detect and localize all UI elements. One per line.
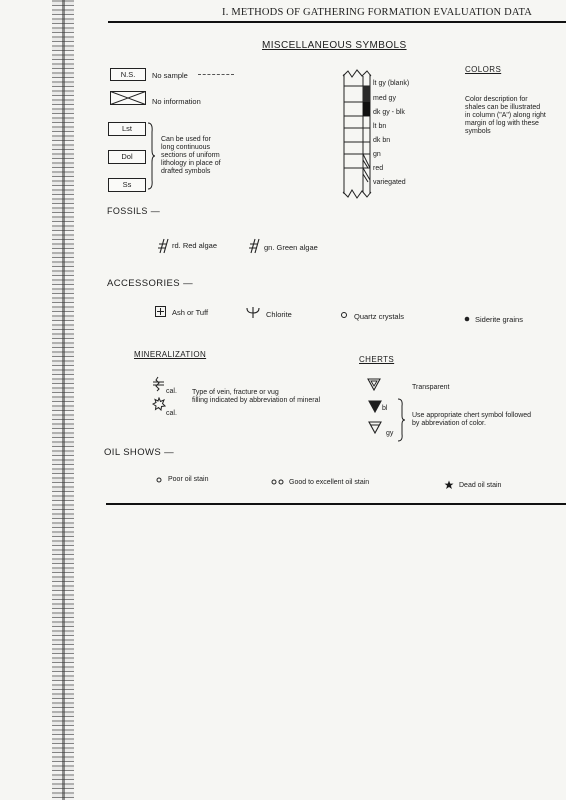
- chert-note-1: Use appropriate chert symbol followed: [412, 412, 532, 419]
- oil-shows-title: OIL SHOWS —: [104, 447, 175, 458]
- poor-oil-stain-label: Poor oil stain: [168, 476, 209, 483]
- good-oil-stain-icon: [270, 478, 286, 486]
- colors-note-5: symbols: [465, 128, 491, 135]
- red-algae-icon: [157, 238, 171, 254]
- lithology-note-4: lithology in place of: [161, 160, 221, 167]
- dead-oil-stain-icon: [444, 480, 454, 490]
- mineralization-note-1: Type of vein, fracture or vug: [192, 389, 279, 396]
- color-entry-4: lt bn: [373, 123, 387, 130]
- color-entry-8: variegated: [373, 179, 406, 186]
- chlorite-label: Chlorite: [266, 310, 292, 319]
- header-rule: [108, 21, 566, 23]
- no-sample-label: No sample: [152, 71, 188, 80]
- lithology-box-dol: [108, 150, 146, 164]
- color-entry-1: lt gy (blank): [373, 80, 410, 87]
- chert-note-2: by abbreviation of color.: [412, 420, 486, 427]
- vein-abbreviation: cal.: [166, 388, 177, 395]
- lithology-box-lst: [108, 122, 146, 136]
- green-algae-label: gn. Green algae: [264, 243, 318, 252]
- color-entry-6: gn: [373, 151, 381, 158]
- lithology-note-2: long continuous: [161, 144, 211, 151]
- page-binding-line: [62, 0, 65, 800]
- misc-title: MISCELLANEOUS SYMBOLS: [262, 40, 407, 51]
- accessories-title: ACCESSORIES —: [107, 278, 193, 289]
- bottom-rule: [106, 503, 566, 505]
- colors-note-4: margin of log with these: [465, 120, 539, 127]
- lithology-box-dol-label: Dol: [121, 152, 133, 161]
- green-algae-icon: [248, 238, 262, 254]
- ash-tuff-icon: [155, 306, 166, 317]
- colors-note-2: shales can be illustrated: [465, 104, 541, 111]
- chert-transparent-icon: [367, 378, 381, 391]
- color-entry-3: dk gy - blk: [373, 109, 405, 116]
- chert-gray-icon: [368, 421, 382, 434]
- good-oil-stain-label: Good to excellent oil stain: [289, 479, 370, 486]
- lithology-box-lst-label: Lst: [121, 124, 132, 133]
- ns-box: [110, 68, 146, 81]
- lithology-box-ss-label: Ss: [122, 180, 132, 189]
- color-entry-5: dk bn: [373, 137, 391, 144]
- quartz-crystal-icon: [340, 311, 348, 319]
- lithology-note-5: drafted symbols: [161, 168, 211, 175]
- red-algae-label: rd. Red algae: [172, 241, 218, 250]
- chlorite-icon: [246, 306, 260, 318]
- chert-blue-abbreviation: bl: [382, 405, 388, 412]
- poor-oil-stain-icon: [155, 476, 163, 484]
- no-sample-leader: [198, 74, 234, 75]
- vein-fracture-icon: [152, 376, 166, 392]
- color-entry-2: med gy: [373, 95, 396, 102]
- no-information-box: [110, 91, 146, 105]
- fossils-title: FOSSILS —: [107, 206, 161, 216]
- colors-note-1: Color description for: [465, 96, 528, 103]
- vug-abbreviation: cal.: [166, 410, 177, 417]
- mineralization-note-2: filling indicated by abbreviation of mineral: [192, 397, 321, 404]
- mineralization-title: MINERALIZATION: [134, 350, 207, 359]
- cherts-title: CHERTS: [359, 355, 395, 364]
- chert-blue-icon: [368, 400, 382, 413]
- colors-title: COLORS: [465, 65, 502, 74]
- chert-brace-icon: [396, 398, 406, 442]
- siderite-icon: [463, 315, 471, 323]
- color-entry-7: red: [373, 165, 384, 172]
- page-header-title: I. METHODS OF GATHERING FORMATION EVALUATION DATA: [222, 7, 533, 18]
- lithology-note-1: Can be used for: [161, 136, 211, 143]
- lithology-box-ss: [108, 178, 146, 192]
- chert-transparent-label: Transparent: [412, 384, 450, 391]
- color-column-diagram: [340, 68, 374, 200]
- no-information-label: No information: [152, 97, 201, 106]
- ns-box-label: N.S.: [120, 70, 136, 79]
- quartz-crystal-label: Quartz crystals: [354, 312, 405, 321]
- siderite-label: Siderite grains: [475, 315, 523, 324]
- dead-oil-stain-label: Dead oil stain: [459, 482, 502, 489]
- ash-tuff-label: Ash or Tuff: [172, 308, 209, 317]
- vug-icon: [152, 397, 166, 411]
- colors-note-3: in column ("A") along right: [465, 112, 546, 119]
- chert-gray-abbreviation: gy: [386, 430, 394, 437]
- lithology-brace-icon: [146, 122, 156, 190]
- lithology-note-3: sections of uniform: [161, 152, 220, 159]
